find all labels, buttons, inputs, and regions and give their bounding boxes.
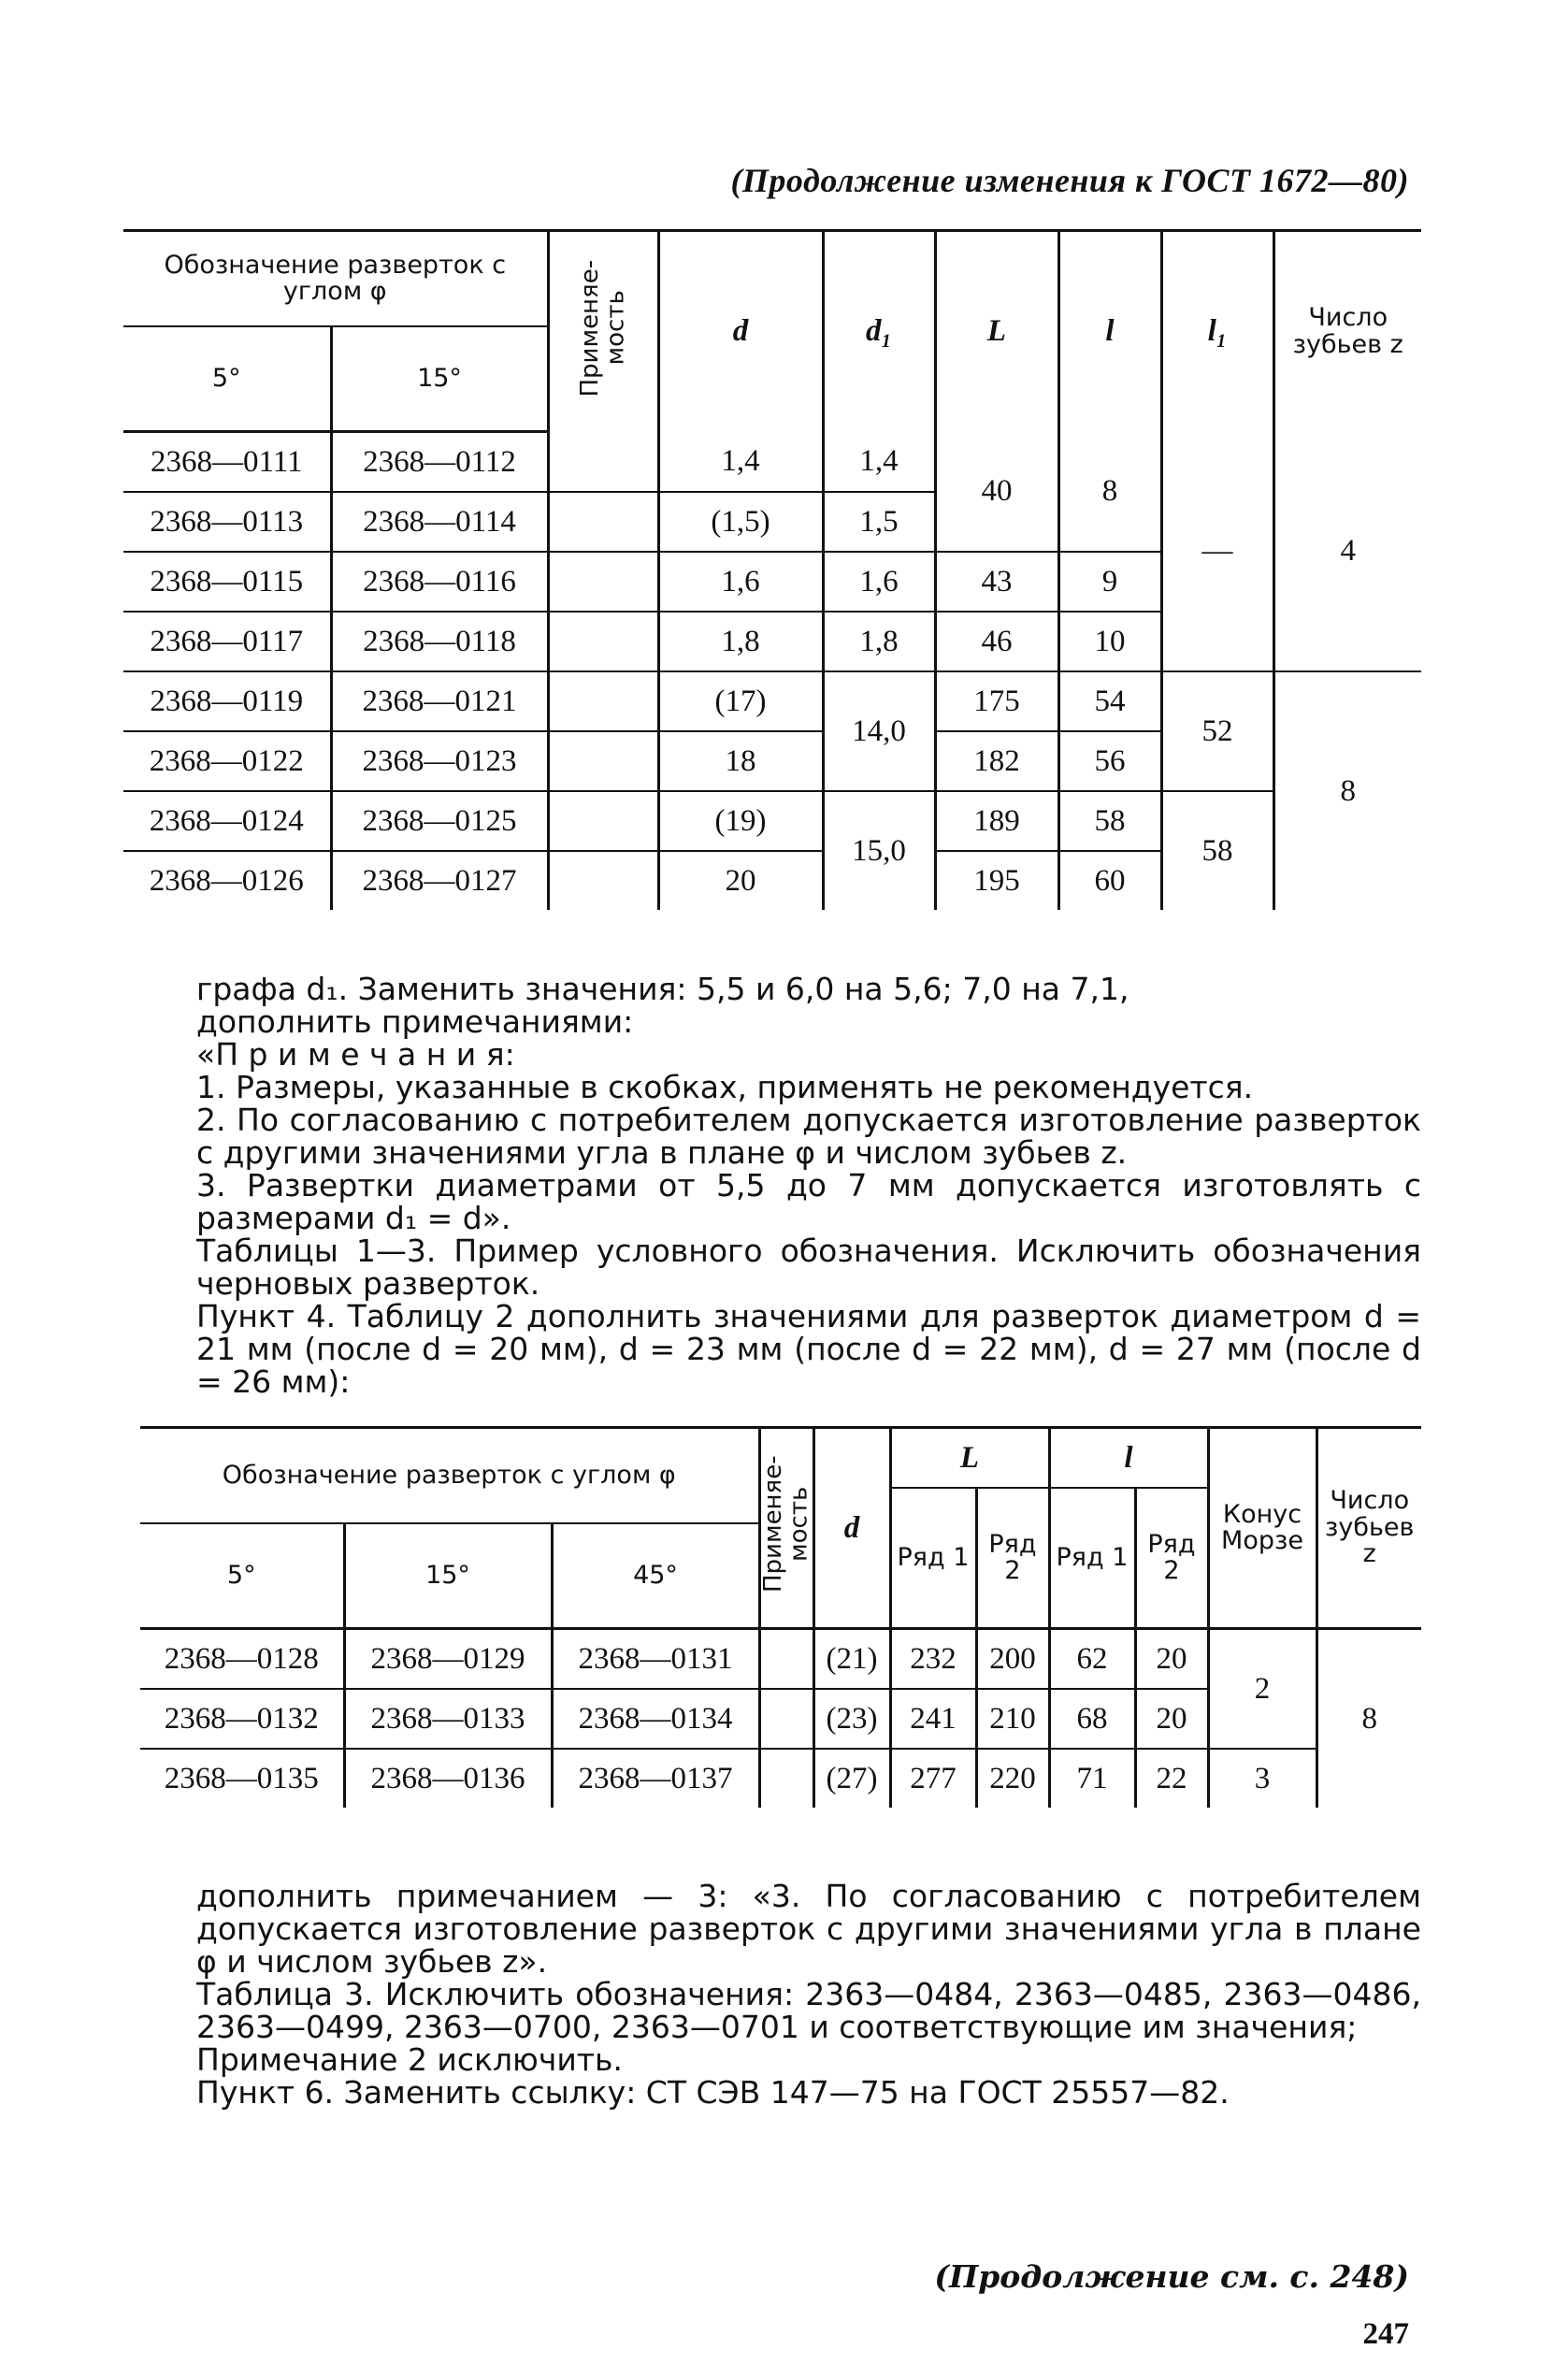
t1-cell: 46: [935, 612, 1058, 671]
paragraph: Пункт 4. Таблицу 2 дополнить значениями для разверток диаметром d = 21 мм (после d = 20 мм), d = 23 мм (после d = 22 мм), d = 27 мм (после d = 26 мм):: [196, 1298, 1421, 1400]
t1-cell: 56: [1058, 731, 1161, 791]
t1-cell: 2368—0112: [331, 432, 548, 493]
t1-cell: 2368—0126: [149, 863, 304, 898]
t1-header-15deg: 15°: [331, 326, 548, 432]
t2-cell: 2368—0134: [552, 1689, 759, 1749]
t1-cell-applic: [548, 492, 658, 552]
t1-cell: 4: [1273, 432, 1421, 672]
t2-cell: 8: [1316, 1629, 1421, 1809]
t1-cell-applic: [548, 671, 658, 731]
t1-cell: 60: [1058, 851, 1161, 910]
t1-cell: 1,6: [823, 552, 935, 612]
t1-header-d1: d₁: [823, 231, 935, 432]
t1-cell-applic: [548, 432, 658, 493]
t1-cell-applic: [548, 552, 658, 612]
t2-cell: 2368—0136: [344, 1749, 552, 1808]
t2-cell: 2368—0137: [552, 1749, 759, 1808]
t1-cell-applic: [548, 731, 658, 791]
t1-header-teeth: Число зубьев z: [1273, 231, 1421, 432]
text-block-2: [196, 1880, 1421, 2109]
paragraph: графа d₁. Заменить значения: 5,5 и 6,0 на 5,6; 7,0 на 7,1,: [196, 971, 1129, 1007]
t1-cell: 2368—0119: [123, 671, 331, 731]
page-number: 247: [1362, 2317, 1409, 2351]
table-1: [123, 229, 1421, 910]
t1-cell: 189: [935, 791, 1058, 851]
t1-cell: 58: [1058, 791, 1161, 851]
t1-cell-applic: [548, 791, 658, 851]
t1-cell: 15,0: [823, 791, 935, 910]
t2-cell: (27): [813, 1749, 890, 1808]
paragraph: дополнить примечаниями:: [196, 1003, 634, 1040]
t2-cell: 2: [1208, 1629, 1316, 1750]
t1-cell: 2368—0121: [331, 671, 548, 731]
t2-header-l-row2: Ряд 2: [1135, 1488, 1208, 1629]
t2-cell-applic: [759, 1629, 813, 1690]
t1-cell: 52: [1161, 671, 1273, 791]
t2-cell: 22: [1135, 1749, 1208, 1808]
t2-cell: 3: [1208, 1749, 1316, 1808]
t1-cell: 2368—0122: [123, 731, 331, 791]
t2-cell: 210: [976, 1689, 1049, 1749]
t2-header-morse: Конус Морзе: [1208, 1428, 1316, 1629]
t2-header-l-row1: Ряд 1: [1049, 1488, 1135, 1629]
t2-header-l: l: [1049, 1428, 1208, 1489]
t1-cell-applic: [548, 851, 658, 910]
t1-cell: 10: [1058, 612, 1161, 671]
t2-cell: 2368—0131: [552, 1629, 759, 1690]
t2-header-45deg: 45°: [552, 1523, 759, 1629]
t2-header-applicability: Применяе-мость: [759, 1428, 813, 1629]
t1-cell: 2368—0111: [123, 432, 331, 493]
t2-header-d: d: [813, 1428, 890, 1629]
paragraph: Примечание 2 исключить.: [196, 2041, 623, 2078]
t2-header-L-row2: Ряд 2: [976, 1488, 1049, 1629]
t2-cell-applic: [759, 1749, 813, 1808]
t2-header-designation: Обозначение разверток с углом φ: [140, 1428, 759, 1524]
t2-cell: 2368—0135: [164, 1761, 319, 1795]
paragraph: Пункт 6. Заменить ссылку: СТ СЭВ 147—75 на ГОСТ 25557—82.: [196, 2074, 1230, 2111]
t1-cell: 8: [1058, 432, 1161, 553]
t1-cell: 2368—0124: [123, 791, 331, 851]
t1-cell: —: [1161, 432, 1273, 672]
t1-cell: 2368—0117: [123, 612, 331, 671]
t1-cell: 2368—0116: [331, 552, 548, 612]
t1-header-applicability: Применяе-мость: [548, 231, 658, 432]
t1-cell: 20: [658, 851, 823, 910]
t2-header-teeth: Число зубьев z: [1316, 1428, 1421, 1629]
t1-cell: 1,4: [658, 432, 823, 493]
t1-cell-applic: [548, 612, 658, 671]
t2-header-15deg: 15°: [344, 1523, 552, 1629]
t2-cell: (23): [813, 1689, 890, 1749]
t2-cell: 71: [1049, 1749, 1135, 1808]
t1-cell: 195: [935, 851, 1058, 910]
t1-cell: 9: [1058, 552, 1161, 612]
paragraph: «П р и м е ч а н и я:: [196, 1036, 515, 1073]
t2-cell: 2368—0133: [344, 1689, 552, 1749]
t1-cell: 2368—0123: [331, 731, 548, 791]
t2-cell: 2368—0129: [344, 1629, 552, 1690]
t2-cell: 241: [890, 1689, 976, 1749]
t1-cell: 175: [935, 671, 1058, 731]
paragraph: Таблица 3. Исключить обозначения: 2363—0484, 2363—0485, 2363—0486, 2363—0499, 2363—0700, 2363—0701 и соответствующие им значения;: [196, 1976, 1421, 2045]
t2-cell: 20: [1135, 1629, 1208, 1690]
text-block-1: [196, 973, 1421, 1398]
t2-cell: 2368—0132: [140, 1689, 344, 1749]
t2-cell: 277: [890, 1749, 976, 1808]
t1-header-l: l: [1058, 231, 1161, 432]
t2-cell: 220: [976, 1749, 1049, 1808]
t1-cell: 1,4: [823, 432, 935, 493]
t1-cell: (19): [658, 791, 823, 851]
t1-cell: (1,5): [658, 492, 823, 552]
t2-header-L-row1: Ряд 1: [890, 1488, 976, 1629]
t2-header-L: L: [890, 1428, 1049, 1489]
t1-cell: 43: [935, 552, 1058, 612]
t2-cell: 68: [1049, 1689, 1135, 1749]
table-2: [140, 1426, 1421, 1808]
t1-cell: 2368—0115: [123, 552, 331, 612]
t1-cell: 2368—0127: [331, 851, 548, 910]
t1-cell: 58: [1161, 791, 1273, 910]
t1-header-designation: Обозначение разверток с углом φ: [123, 231, 548, 327]
t1-header-d: d: [658, 231, 823, 432]
t1-cell: 1,5: [823, 492, 935, 552]
t1-cell: 54: [1058, 671, 1161, 731]
paragraph: 3. Развертки диаметрами от 5,5 до 7 мм допускается изготовлять с размерами d₁ = d».: [196, 1167, 1421, 1236]
t1-cell: 2368—0118: [331, 612, 548, 671]
page-header: (Продолжение изменения к ГОСТ 1672—80): [730, 162, 1409, 199]
t1-cell: 8: [1273, 671, 1421, 910]
t2-cell-applic: [759, 1689, 813, 1749]
t1-cell: 2368—0125: [331, 791, 548, 851]
paragraph: Таблицы 1—3. Пример условного обозначения. Исключить обозначения черновых разверток.: [196, 1232, 1421, 1302]
t2-cell: (21): [813, 1629, 890, 1690]
continuation-note: (Продолжение см. с. 248): [934, 2258, 1409, 2295]
t1-header-5deg: 5°: [123, 326, 331, 432]
t1-cell: 40: [935, 432, 1058, 553]
t1-cell: 14,0: [823, 671, 935, 791]
t2-cell: 2368—0128: [140, 1629, 344, 1690]
t1-cell: 18: [658, 731, 823, 791]
paragraph: дополнить примечанием — 3: «3. По согласованию с потребителем допускается изготовление разверток с другими значениями угла в плане φ и числом зубьев z».: [196, 1878, 1421, 1980]
t1-cell: (17): [658, 671, 823, 731]
t1-header-l1: l₁: [1161, 231, 1273, 432]
t2-cell: 232: [890, 1629, 976, 1690]
t1-cell: 1,8: [658, 612, 823, 671]
t1-cell: 2368—0114: [331, 492, 548, 552]
t2-cell: 62: [1049, 1629, 1135, 1690]
t1-cell: 2368—0113: [123, 492, 331, 552]
paragraph: 1. Размеры, указанные в скобках, применять не рекомендуется.: [196, 1069, 1254, 1105]
t2-cell: 200: [976, 1629, 1049, 1690]
t1-header-L: L: [935, 231, 1058, 432]
t2-cell: 20: [1135, 1689, 1208, 1749]
t1-cell: 182: [935, 731, 1058, 791]
t1-cell: 1,8: [823, 612, 935, 671]
paragraph: 2. По согласованию с потребителем допускается изготовление разверток с другими значениями угла в плане φ и числом зубьев z.: [196, 1102, 1421, 1171]
t1-cell: 1,6: [658, 552, 823, 612]
t2-header-5deg: 5°: [226, 1560, 256, 1590]
